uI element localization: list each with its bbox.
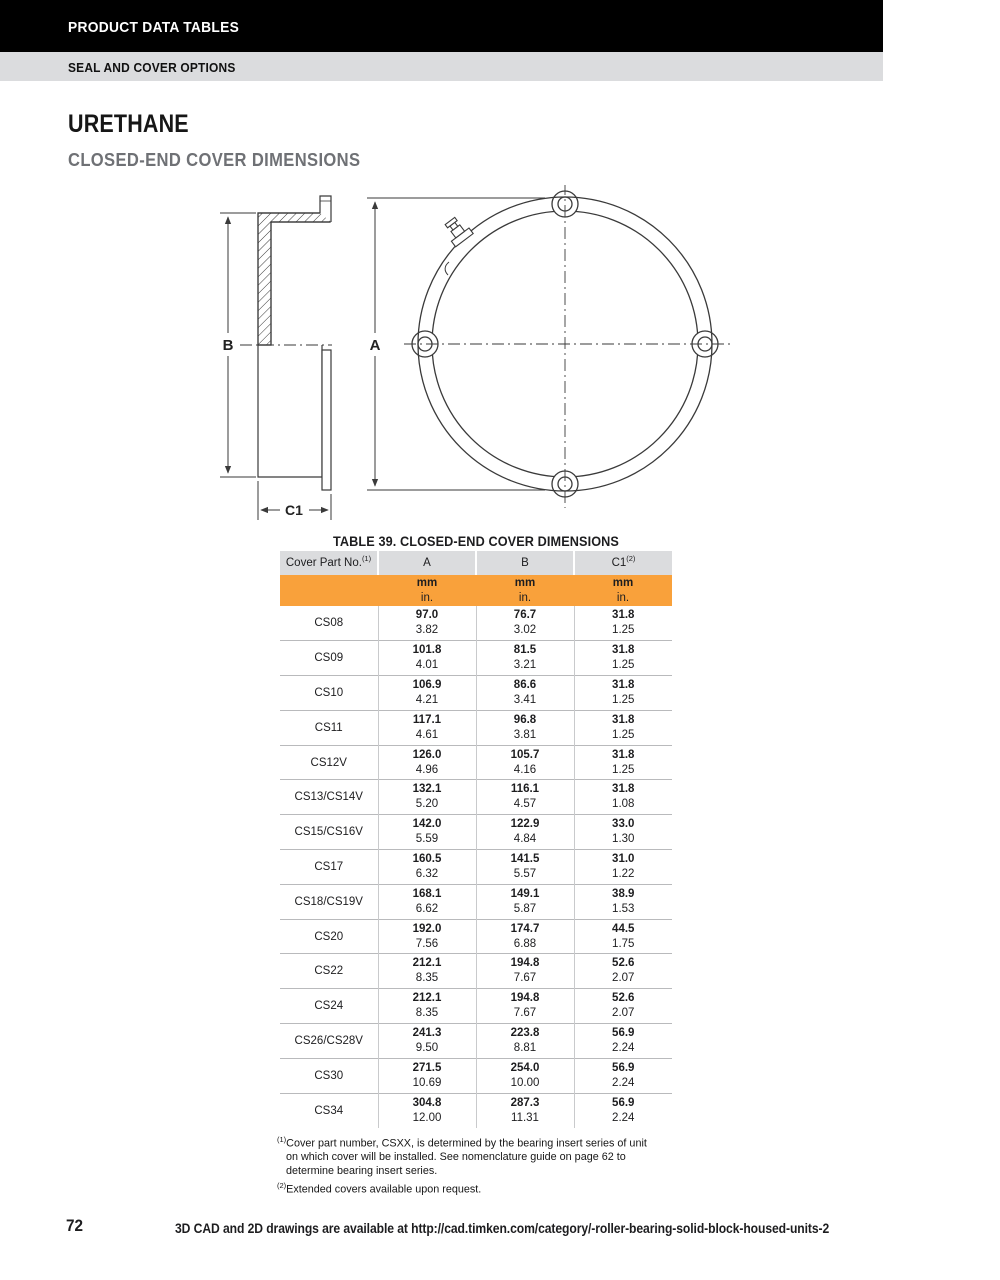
top-banner xyxy=(0,0,883,52)
table-row xyxy=(280,606,672,641)
table-row xyxy=(280,1058,672,1093)
dim-b-cell: 194.8 7.67 xyxy=(476,954,574,989)
dimension-label-b: B xyxy=(222,337,234,354)
part-number-cell: CS18/CS19V xyxy=(280,884,378,919)
dim-b-cell: 194.8 7.67 xyxy=(476,989,574,1024)
column-header-b: B xyxy=(476,551,574,575)
grease-fitting-icon xyxy=(441,214,473,246)
dim-c1-cell: 31.8 1.25 xyxy=(574,641,672,676)
closed-end-cover-dimensions-table xyxy=(280,551,672,1128)
part-number-cell: CS20 xyxy=(280,919,378,954)
dim-b-cell: 174.7 6.88 xyxy=(476,919,574,954)
table-title: TABLE 39. CLOSED-END COVER DIMENSIONS xyxy=(333,534,619,549)
dim-a-cell: 101.8 4.01 xyxy=(378,641,476,676)
column-header-a: A xyxy=(378,551,476,575)
dim-b-cell: 96.8 3.81 xyxy=(476,710,574,745)
table-row xyxy=(280,815,672,850)
dim-b-cell: 223.8 8.81 xyxy=(476,1024,574,1059)
part-number-cell: CS24 xyxy=(280,989,378,1024)
section-label: SEAL AND COVER OPTIONS xyxy=(68,60,236,75)
cover-side-view xyxy=(220,196,332,520)
dim-a-cell: 304.8 12.00 xyxy=(378,1093,476,1128)
part-number-cell: CS30 xyxy=(280,1058,378,1093)
dim-c1-cell: 31.0 1.22 xyxy=(574,850,672,885)
dim-b-cell: 122.9 4.84 xyxy=(476,815,574,850)
part-number-cell: CS26/CS28V xyxy=(280,1024,378,1059)
dim-b-cell: 81.5 3.21 xyxy=(476,641,574,676)
table-row xyxy=(280,710,672,745)
part-number-cell: CS10 xyxy=(280,676,378,711)
dim-c1-cell: 38.9 1.53 xyxy=(574,884,672,919)
cover-technical-drawing xyxy=(180,185,780,535)
dim-c1-cell: 31.8 1.08 xyxy=(574,780,672,815)
dim-a-cell: 106.9 4.21 xyxy=(378,676,476,711)
units-row xyxy=(280,575,672,606)
table-row xyxy=(280,745,672,780)
table-row xyxy=(280,780,672,815)
dim-c1-cell: 56.9 2.24 xyxy=(574,1024,672,1059)
dim-c1-cell: 31.8 1.25 xyxy=(574,606,672,641)
footnote-1: $^{(1)}$Cover part number, CSXX, is determined by the bearing insert series of unit on which cover will be installed. See nomenclature guide on page 62 to determine bearing insert series. xyxy=(277,1135,647,1178)
column-header-c1: C1$^{(2)}$ xyxy=(574,551,672,575)
dim-c1-cell: 31.8 1.25 xyxy=(574,676,672,711)
table-row xyxy=(280,884,672,919)
units-cell: mm in. xyxy=(574,575,672,606)
cover-front-view xyxy=(367,185,731,508)
table-row xyxy=(280,641,672,676)
part-number-cell: CS22 xyxy=(280,954,378,989)
dim-b-cell: 116.1 4.57 xyxy=(476,780,574,815)
part-number-cell: CS12V xyxy=(280,745,378,780)
dim-c1-cell: 52.6 2.07 xyxy=(574,954,672,989)
dim-c1-cell: 31.8 1.25 xyxy=(574,710,672,745)
dim-b-cell: 141.5 5.57 xyxy=(476,850,574,885)
table-row xyxy=(280,954,672,989)
section-banner xyxy=(0,52,883,81)
dim-a-cell: 212.1 8.35 xyxy=(378,954,476,989)
dim-a-cell: 126.0 4.96 xyxy=(378,745,476,780)
dim-b-cell: 86.6 3.41 xyxy=(476,676,574,711)
part-number-cell: CS34 xyxy=(280,1093,378,1128)
footnotes xyxy=(277,1133,655,1197)
dim-c1-cell: 33.0 1.30 xyxy=(574,815,672,850)
part-number-cell: CS13/CS14V xyxy=(280,780,378,815)
column-header-part: Cover Part No.$^{(1)}$ xyxy=(280,551,378,575)
dim-b-cell: 287.3 11.31 xyxy=(476,1093,574,1128)
table-row xyxy=(280,676,672,711)
dim-a-cell: 271.5 10.69 xyxy=(378,1058,476,1093)
dim-a-cell: 212.1 8.35 xyxy=(378,989,476,1024)
units-cell-blank xyxy=(280,575,378,606)
units-cell: mm in. xyxy=(378,575,476,606)
table-row xyxy=(280,1024,672,1059)
footnote-2: $^{(2)}$Extended covers available upon request. xyxy=(277,1180,482,1196)
part-number-cell: CS08 xyxy=(280,606,378,641)
banner-kicker: PRODUCT DATA TABLES xyxy=(68,19,240,36)
footer-cad-note: 3D CAD and 2D drawings are available at http://cad.timken.com/category/-roller-bearing-solid-block-housed-units-2 xyxy=(175,1221,830,1236)
table-body xyxy=(280,606,672,1128)
dim-b-cell: 254.0 10.00 xyxy=(476,1058,574,1093)
dimension-label-c1: C1 xyxy=(285,502,303,518)
dimension-label-a: A xyxy=(369,337,381,354)
column-header-row xyxy=(280,551,672,575)
part-number-cell: CS15/CS16V xyxy=(280,815,378,850)
dim-b-cell: 76.7 3.02 xyxy=(476,606,574,641)
dim-a-cell: 241.3 9.50 xyxy=(378,1024,476,1059)
dim-a-cell: 160.5 6.32 xyxy=(378,850,476,885)
table-row xyxy=(280,919,672,954)
table-row xyxy=(280,850,672,885)
dim-c1-cell: 44.5 1.75 xyxy=(574,919,672,954)
dim-a-cell: 132.1 5.20 xyxy=(378,780,476,815)
dim-a-cell: 117.1 4.61 xyxy=(378,710,476,745)
table-row xyxy=(280,989,672,1024)
units-cell: mm in. xyxy=(476,575,574,606)
page-subtitle: CLOSED-END COVER DIMENSIONS xyxy=(68,150,361,170)
dim-a-cell: 97.0 3.82 xyxy=(378,606,476,641)
dim-a-cell: 192.0 7.56 xyxy=(378,919,476,954)
dim-a-cell: 142.0 5.59 xyxy=(378,815,476,850)
part-number-cell: CS09 xyxy=(280,641,378,676)
page-title: URETHANE xyxy=(68,110,189,138)
dim-b-cell: 149.1 5.87 xyxy=(476,884,574,919)
dim-b-cell: 105.7 4.16 xyxy=(476,745,574,780)
part-number-cell: CS11 xyxy=(280,710,378,745)
dim-c1-cell: 31.8 1.25 xyxy=(574,745,672,780)
dim-a-cell: 168.1 6.62 xyxy=(378,884,476,919)
dim-c1-cell: 52.6 2.07 xyxy=(574,989,672,1024)
table-row xyxy=(280,1093,672,1128)
part-number-cell: CS17 xyxy=(280,850,378,885)
page-number: 72 xyxy=(66,1216,84,1235)
dim-c1-cell: 56.9 2.24 xyxy=(574,1058,672,1093)
dim-c1-cell: 56.9 2.24 xyxy=(574,1093,672,1128)
